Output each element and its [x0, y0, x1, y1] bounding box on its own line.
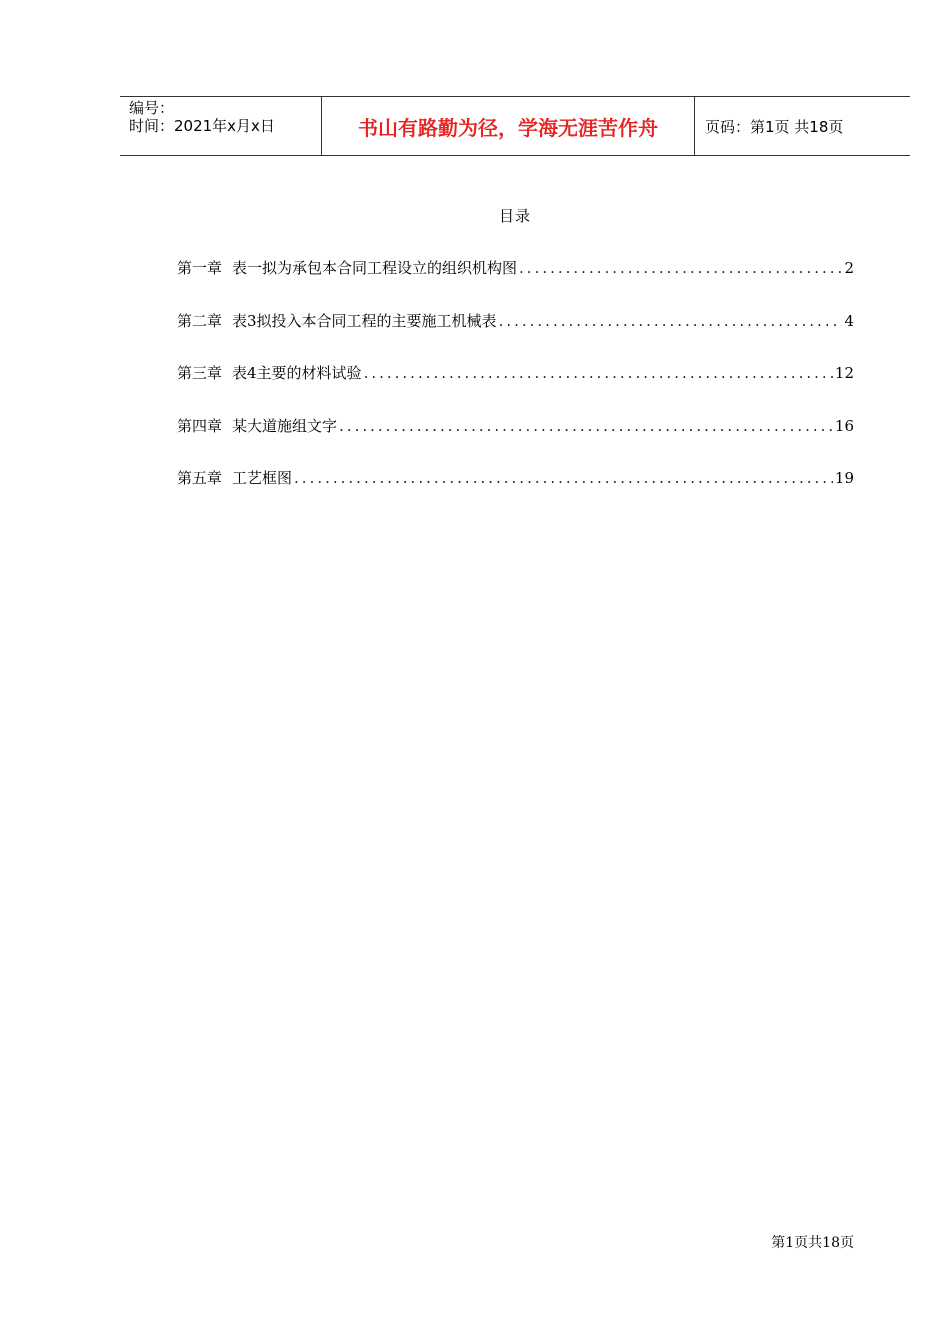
- toc-entry[interactable]: [177, 415, 854, 468]
- toc-entry-page: 4: [844, 311, 854, 330]
- header-slogan-cell: [322, 97, 695, 155]
- toc-leader-dots: [339, 417, 833, 435]
- toc-entry-title: 工艺框图: [232, 469, 293, 487]
- toc-leader-dots: [294, 469, 833, 487]
- header-page-cell: [695, 97, 910, 155]
- header-meta-cell: [120, 97, 322, 155]
- toc-entry-title: 某大道施组文字: [232, 416, 338, 435]
- toc-entry[interactable]: [177, 362, 854, 415]
- document-date: 时间：2021年x月x日: [129, 117, 275, 135]
- toc-entry-chapter: 第三章: [177, 364, 223, 382]
- toc-leader-dots: [519, 259, 842, 277]
- toc-entry-chapter: 第一章: [177, 259, 223, 277]
- toc-entry-page: 19: [834, 469, 854, 487]
- toc-entry-page: 12: [834, 364, 854, 382]
- toc-entry-title: 表3拟投入本合同工程的主要施工机械表: [232, 311, 497, 330]
- toc-entry[interactable]: [177, 467, 854, 520]
- toc-entry-chapter: 第二章: [177, 311, 223, 330]
- toc-title: 目录: [498, 207, 531, 225]
- table-of-contents: [177, 257, 854, 520]
- page-footer-number: 第1页共18页: [771, 1235, 854, 1251]
- header-slogan: 书山有路勤为径，学海无涯苦作舟: [358, 115, 658, 140]
- toc-entry-chapter: 第五章: [177, 469, 223, 487]
- toc-entry[interactable]: [177, 310, 854, 363]
- page-header: [120, 96, 910, 156]
- toc-entry-title: 表一拟为承包本合同工程设立的组织机构图: [232, 259, 518, 277]
- toc-entry-chapter: 第四章: [177, 416, 223, 435]
- toc-leader-dots: [364, 364, 833, 382]
- toc-entry[interactable]: [177, 257, 854, 310]
- toc-entry-page: 16: [834, 416, 854, 435]
- document-number-label: 编号：: [129, 99, 175, 117]
- header-page-info: 页码：第1页 共18页: [705, 117, 844, 136]
- toc-entry-page: 2: [844, 259, 854, 277]
- toc-entry-title: 表4主要的材料试验: [232, 364, 362, 382]
- toc-leader-dots: [499, 312, 843, 330]
